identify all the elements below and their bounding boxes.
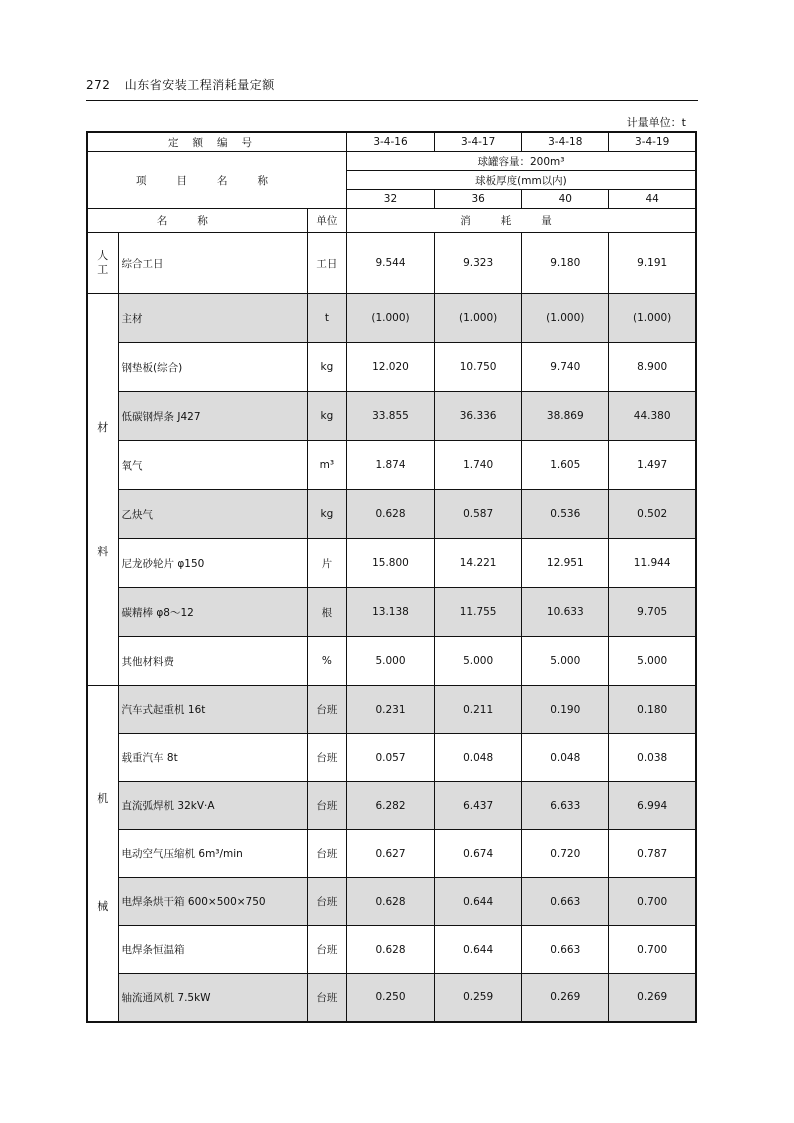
item-unit: 台班 <box>307 926 346 974</box>
table-row <box>87 637 696 686</box>
value-cell: 12.020 <box>346 343 434 392</box>
value-cell: (1.000) <box>346 294 434 343</box>
table-row <box>87 926 696 974</box>
category-char: 料 <box>97 544 109 558</box>
page-number: 272 <box>86 78 111 92</box>
value-cell: 0.269 <box>522 974 609 1022</box>
value-cell: 9.740 <box>522 343 609 392</box>
value-cell: 5.000 <box>435 637 522 686</box>
value-cell: 0.787 <box>609 830 696 878</box>
item-unit: 台班 <box>307 830 346 878</box>
value-cell: 1.605 <box>522 441 609 490</box>
item-unit: kg <box>307 343 346 392</box>
item-unit: t <box>307 294 346 343</box>
value-cell: (1.000) <box>435 294 522 343</box>
page-header <box>86 76 275 93</box>
code-cell: 3-4-18 <box>522 132 609 152</box>
value-cell: 0.038 <box>609 734 696 782</box>
category-char: 人 <box>97 249 109 262</box>
col-name-header: 名称 <box>87 209 307 233</box>
category-labor <box>87 233 118 294</box>
value-cell: 33.855 <box>346 392 434 441</box>
value-cell: 9.323 <box>435 233 522 294</box>
item-name: 载重汽车 8t <box>118 734 307 782</box>
item-unit: % <box>307 637 346 686</box>
item-name: 乙炔气 <box>118 490 307 539</box>
category-char: 械 <box>97 900 109 914</box>
item-name: 综合工日 <box>118 233 307 294</box>
value-cell: 11.944 <box>609 539 696 588</box>
table-row <box>87 490 696 539</box>
value-cell: 0.663 <box>522 878 609 926</box>
value-cell: 5.000 <box>346 637 434 686</box>
value-cell: 0.269 <box>609 974 696 1022</box>
item-name: 主材 <box>118 294 307 343</box>
code-label: 定额编号 <box>87 132 346 152</box>
value-cell: 0.700 <box>609 878 696 926</box>
item-name: 钢垫板(综合) <box>118 343 307 392</box>
value-cell: 5.000 <box>522 637 609 686</box>
item-name: 直流弧焊机 32kV·A <box>118 782 307 830</box>
value-cell: 9.544 <box>346 233 434 294</box>
category-machine <box>87 686 118 1022</box>
code-cell: 3-4-16 <box>346 132 434 152</box>
item-name: 氧气 <box>118 441 307 490</box>
item-unit: 台班 <box>307 782 346 830</box>
item-name: 低碳钢焊条 J427 <box>118 392 307 441</box>
value-cell: 0.663 <box>522 926 609 974</box>
value-cell: 0.180 <box>609 686 696 734</box>
col-unit-header: 单位 <box>307 209 346 233</box>
item-unit: 片 <box>307 539 346 588</box>
value-cell: 5.000 <box>609 637 696 686</box>
item-name: 轴流通风机 7.5kW <box>118 974 307 1022</box>
item-unit: 根 <box>307 588 346 637</box>
code-row <box>87 132 696 152</box>
category-char: 工 <box>97 263 109 276</box>
value-cell: 36.336 <box>435 392 522 441</box>
value-cell: 9.191 <box>609 233 696 294</box>
category-char: 材 <box>97 420 109 434</box>
quota-table <box>86 131 697 1023</box>
table-row <box>87 686 696 734</box>
value-cell: 0.231 <box>346 686 434 734</box>
book-title: 山东省安装工程消耗量定额 <box>124 78 275 92</box>
item-unit: 台班 <box>307 974 346 1022</box>
value-cell: 0.048 <box>435 734 522 782</box>
value-cell: (1.000) <box>609 294 696 343</box>
value-cell: 15.800 <box>346 539 434 588</box>
table-row <box>87 343 696 392</box>
value-cell: 0.628 <box>346 490 434 539</box>
item-unit: 工日 <box>307 233 346 294</box>
item-name: 其他材料费 <box>118 637 307 686</box>
item-unit: 台班 <box>307 686 346 734</box>
value-cell: 44.380 <box>609 392 696 441</box>
value-cell: 0.674 <box>435 830 522 878</box>
thickness-cell: 32 <box>346 190 434 209</box>
item-unit: kg <box>307 490 346 539</box>
item-unit: 台班 <box>307 734 346 782</box>
value-cell: 12.951 <box>522 539 609 588</box>
item-name: 电焊条恒温箱 <box>118 926 307 974</box>
value-cell: 0.259 <box>435 974 522 1022</box>
table-row <box>87 734 696 782</box>
table-row <box>87 392 696 441</box>
table-row <box>87 539 696 588</box>
value-cell: 6.437 <box>435 782 522 830</box>
value-cell: 10.750 <box>435 343 522 392</box>
header-rule <box>86 100 698 101</box>
value-cell: 6.994 <box>609 782 696 830</box>
value-cell: 6.282 <box>346 782 434 830</box>
value-cell: 1.497 <box>609 441 696 490</box>
value-cell: 0.502 <box>609 490 696 539</box>
item-name: 汽车式起重机 16t <box>118 686 307 734</box>
col-consumption-header: 消耗量 <box>346 209 696 233</box>
value-cell: 0.190 <box>522 686 609 734</box>
value-cell: 1.740 <box>435 441 522 490</box>
table-row <box>87 441 696 490</box>
value-cell: 0.048 <box>522 734 609 782</box>
item-unit: m³ <box>307 441 346 490</box>
value-cell: 0.587 <box>435 490 522 539</box>
table-row <box>87 294 696 343</box>
value-cell: (1.000) <box>522 294 609 343</box>
table-row <box>87 830 696 878</box>
column-header-row <box>87 209 696 233</box>
value-cell: 0.628 <box>346 878 434 926</box>
thickness-cell: 40 <box>522 190 609 209</box>
code-cell: 3-4-17 <box>435 132 522 152</box>
item-label: 项目名称 <box>87 152 346 209</box>
value-cell: 6.633 <box>522 782 609 830</box>
thickness-label: 球板厚度(mm以内) <box>346 171 696 190</box>
capacity-row <box>87 152 696 171</box>
value-cell: 10.633 <box>522 588 609 637</box>
value-cell: 13.138 <box>346 588 434 637</box>
category-material <box>87 294 118 686</box>
category-char: 机 <box>97 792 109 806</box>
value-cell: 0.700 <box>609 926 696 974</box>
value-cell: 9.180 <box>522 233 609 294</box>
code-cell: 3-4-19 <box>609 132 696 152</box>
capacity-cell: 球罐容量：200m³ <box>346 152 696 171</box>
thickness-cell: 44 <box>609 190 696 209</box>
table-row <box>87 878 696 926</box>
item-name: 碳精棒 φ8～12 <box>118 588 307 637</box>
value-cell: 0.627 <box>346 830 434 878</box>
value-cell: 9.705 <box>609 588 696 637</box>
value-cell: 0.644 <box>435 878 522 926</box>
value-cell: 8.900 <box>609 343 696 392</box>
table-row <box>87 588 696 637</box>
item-name: 尼龙砂轮片 φ150 <box>118 539 307 588</box>
value-cell: 0.720 <box>522 830 609 878</box>
item-unit: 台班 <box>307 878 346 926</box>
value-cell: 0.211 <box>435 686 522 734</box>
table-row <box>87 974 696 1022</box>
value-cell: 14.221 <box>435 539 522 588</box>
value-cell: 0.628 <box>346 926 434 974</box>
table-row <box>87 233 696 294</box>
item-name: 电焊条烘干箱 600×500×750 <box>118 878 307 926</box>
value-cell: 0.250 <box>346 974 434 1022</box>
item-unit: kg <box>307 392 346 441</box>
value-cell: 11.755 <box>435 588 522 637</box>
item-name: 电动空气压缩机 6m³/min <box>118 830 307 878</box>
unit-label: 计量单位：t <box>626 116 686 129</box>
value-cell: 0.536 <box>522 490 609 539</box>
thickness-cell: 36 <box>435 190 522 209</box>
table-row <box>87 782 696 830</box>
value-cell: 0.644 <box>435 926 522 974</box>
value-cell: 0.057 <box>346 734 434 782</box>
value-cell: 1.874 <box>346 441 434 490</box>
value-cell: 38.869 <box>522 392 609 441</box>
